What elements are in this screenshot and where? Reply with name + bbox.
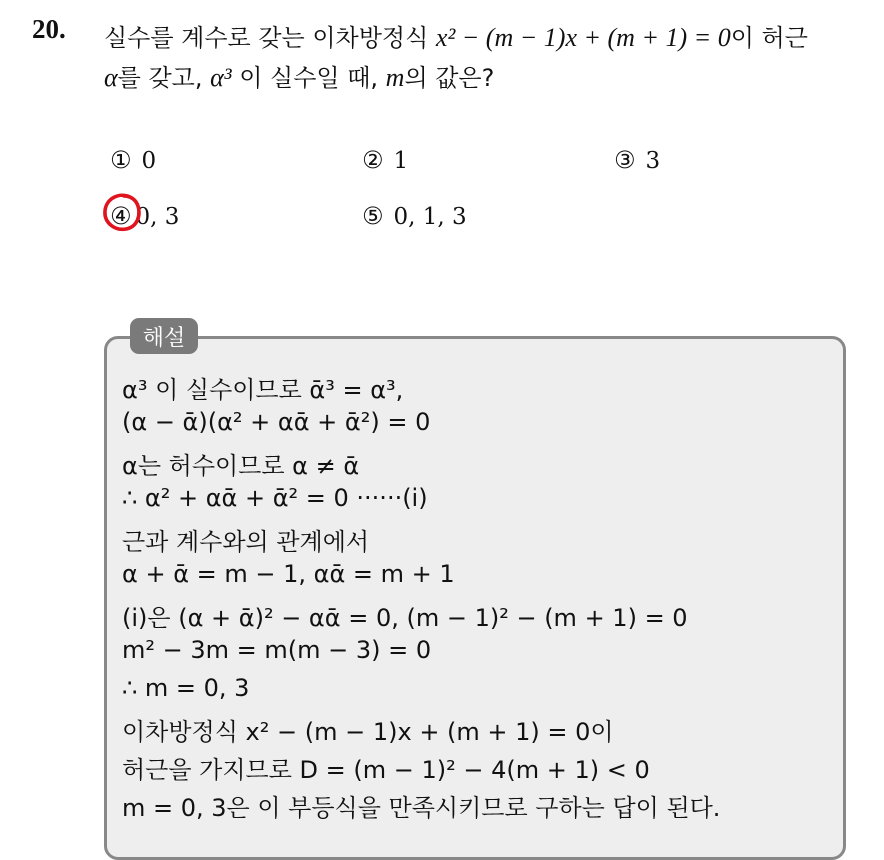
choice-1[interactable] bbox=[110, 146, 156, 174]
solution-tag: 해설 bbox=[130, 318, 198, 354]
question-text-1: 실수를 계수로 갖는 이차방정식 bbox=[104, 24, 429, 52]
question-alpha-cubed: α³ bbox=[210, 63, 232, 92]
choice-2-value: 1 bbox=[393, 148, 409, 174]
choice-4-marker: ④ bbox=[110, 202, 132, 230]
solution-line: ∴ m = 0, 3 bbox=[122, 674, 250, 702]
question-alpha: α bbox=[104, 63, 118, 92]
question-text-2c: 의 값은? bbox=[404, 64, 495, 92]
solution-line: α³ 이 실수이므로 ᾱ³ = α³, bbox=[122, 376, 404, 404]
answer-circle-mark bbox=[100, 190, 144, 234]
solution-line: (ⅰ)은 (α + ᾱ)² − αᾱ = 0, (m − 1)² − (m + 1) = 0 bbox=[122, 604, 688, 632]
solution-line: α + ᾱ = m − 1, αᾱ = m + 1 bbox=[122, 560, 455, 588]
solution-line: m = 0, 3은 이 부등식을 만족시키므로 구하는 답이 된다. bbox=[122, 794, 721, 822]
choice-5-marker: ⑤ bbox=[362, 202, 384, 230]
solution-line: α는 허수이므로 α ≠ ᾱ bbox=[122, 452, 360, 480]
choice-4-value: 0, 3 bbox=[135, 204, 180, 230]
choice-1-marker: ① bbox=[110, 146, 132, 174]
choice-3[interactable] bbox=[614, 146, 660, 174]
solution-line: (α − ᾱ)(α² + αᾱ + ᾱ²) = 0 bbox=[122, 408, 431, 436]
choice-5[interactable] bbox=[362, 202, 467, 230]
choice-3-value: 3 bbox=[645, 148, 661, 174]
choice-2[interactable] bbox=[362, 146, 408, 174]
choice-2-marker: ② bbox=[362, 146, 384, 174]
question-text-2b: 이 실수일 때, bbox=[239, 64, 379, 92]
question-number: 20. bbox=[32, 14, 66, 44]
choice-1-value: 0 bbox=[141, 148, 157, 174]
question-text-1-tail: 이 허근 bbox=[730, 24, 808, 52]
question-text-2a: 를 갖고, bbox=[117, 64, 203, 92]
choice-3-marker: ③ bbox=[614, 146, 636, 174]
solution-line: m² − 3m = m(m − 3) = 0 bbox=[122, 636, 432, 664]
question-line-1 bbox=[104, 18, 808, 53]
choice-5-value: 0, 1, 3 bbox=[393, 204, 467, 230]
solution-line: 이차방정식 x² − (m − 1)x + (m + 1) = 0이 bbox=[122, 718, 614, 746]
solution-line: ∴ α² + αᾱ + ᾱ² = 0 ······(ⅰ) bbox=[122, 484, 428, 512]
question-equation: x² − (m − 1)x + (m + 1) = 0 bbox=[435, 23, 731, 52]
question-m: m bbox=[385, 63, 405, 92]
solution-line: 근과 계수와의 관계에서 bbox=[122, 528, 370, 556]
question-line-2 bbox=[104, 58, 494, 93]
solution-line: 허근을 가지므로 D = (m − 1)² − 4(m + 1) < 0 bbox=[122, 756, 650, 784]
